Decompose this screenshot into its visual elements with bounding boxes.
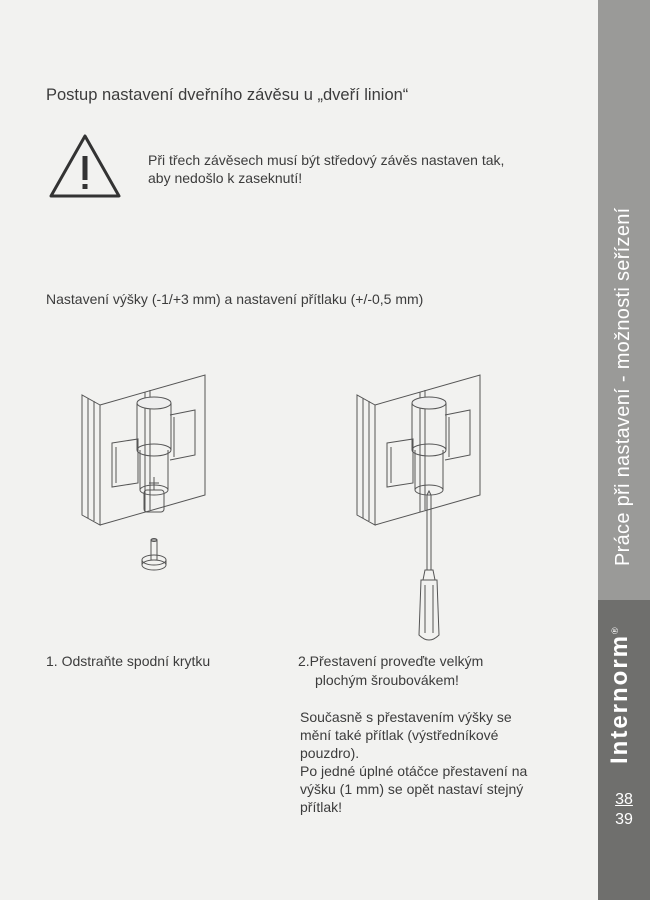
note-line-5: výšku (1 mm) se opět nastaví stejný <box>300 781 524 797</box>
section-heading: Nastavení výšky (-1/+3 mm) a nastavení přítlaku (+/-0,5 mm) <box>46 291 424 307</box>
warning-text <box>148 151 568 187</box>
registered-mark: ® <box>610 625 620 634</box>
note-line-4: Po jedné úplné otáčce přestavení na <box>300 763 528 779</box>
page-number-left: 38 <box>615 791 633 808</box>
note-line-1: Současně s přestavením výšky se <box>300 709 512 725</box>
brand-logo <box>606 625 634 764</box>
page-numbers <box>604 790 644 830</box>
note-line-6: přítlak! <box>300 799 343 815</box>
section-tab-label: Práce při nastavení - možnosti seřízení <box>612 207 634 566</box>
warning-line-2: aby nedošlo k zaseknutí! <box>148 170 303 186</box>
step-2-line-1: 2.Přestavení proveďte velkým <box>298 653 484 669</box>
page-number-right: 39 <box>615 811 633 828</box>
step-1-text: 1. Odstraňte spodní krytku <box>46 653 211 669</box>
warning-line-1: Při třech závěsech musí být středový závěs nastaven tak, <box>148 152 505 168</box>
warning-triangle-icon <box>47 132 123 200</box>
step-2-line-2: plochým šroubovákem! <box>315 672 459 688</box>
brand-name: Internorm <box>606 633 633 764</box>
adjustment-note <box>300 708 580 816</box>
note-line-2: mění také přítlak (výstředníkové <box>300 727 499 743</box>
note-line-3: pouzdro). <box>300 745 360 761</box>
hinge-screwdriver-illustration <box>345 355 505 655</box>
page-title: Postup nastavení dveřního závěsu u „dveří linion“ <box>46 86 409 104</box>
hinge-cap-removal-illustration <box>70 355 230 590</box>
step-2-text <box>298 652 578 690</box>
